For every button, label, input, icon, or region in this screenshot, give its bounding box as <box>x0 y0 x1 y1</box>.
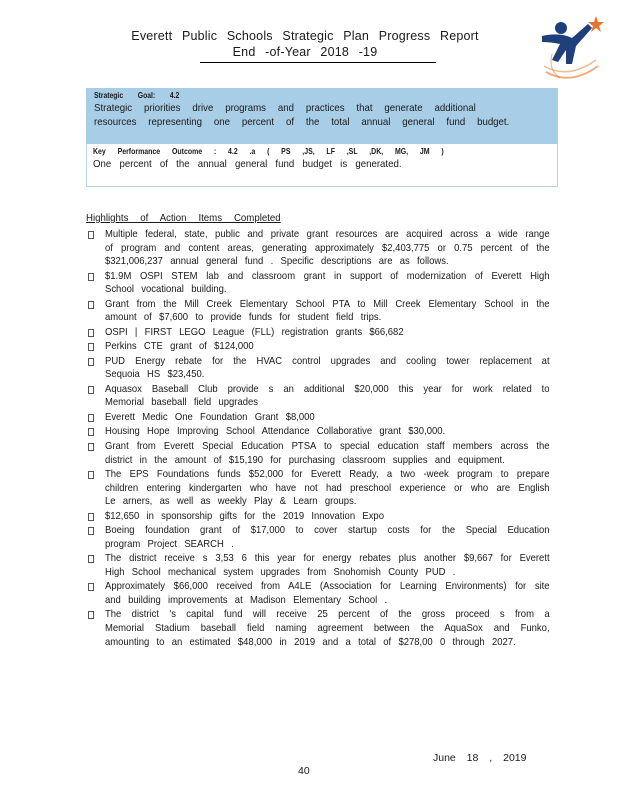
list-item-text: $1.9M OSPI STEM lab and classroom grant in support of modernization of Everett High School vocational building. <box>105 270 550 296</box>
list-item-text: Multiple federal, state, public and private grant resources are acquired across a wide range of program and content areas, generating approximately $2,403,775 or 0.75 percent of the $321,006,237 annual general fund . Specific descriptions are as follows. <box>105 229 550 268</box>
list-item <box>86 580 556 607</box>
list-item <box>86 355 556 382</box>
list-item <box>86 510 556 524</box>
list-item <box>86 552 556 579</box>
square-bullet-icon <box>88 329 94 337</box>
list-item <box>86 524 556 551</box>
page-number: 40 <box>298 765 310 777</box>
square-bullet-icon <box>88 555 94 563</box>
strategic-goal-label: Strategic Goal: 4.2 <box>94 90 180 100</box>
square-bullet-icon <box>88 513 94 521</box>
list-item <box>86 270 556 297</box>
square-bullet-icon <box>88 386 94 394</box>
list-item-text: Aquasox Baseball Club provide s an additional $20,000 this year for work related to Memorial baseball field upgrades <box>105 383 550 409</box>
square-bullet-icon <box>88 583 94 591</box>
list-item <box>86 383 556 410</box>
list-item-text: OSPI | FIRST LEGO League (FLL) registration grants $66,682 <box>105 326 404 338</box>
list-item <box>86 608 556 649</box>
list-item <box>86 340 556 354</box>
list-item-text: The district receive s 3,53 6 this year for energy rebates plus another $9,667 for Everett High School mechanical system upgrades from Snohomish County PUD . <box>105 553 550 578</box>
strategic-goal-panel <box>86 88 558 144</box>
list-item-text: Perkins CTE grant of $124,000 <box>105 341 254 353</box>
list-item-text: Grant from the Mill Creek Elementary School PTA to Mill Creek Elementary School in the amount of $7,600 to provide funds for student field trips. <box>105 298 550 324</box>
key-performance-outcome-panel <box>86 144 558 187</box>
report-title <box>95 28 515 60</box>
report-title-line-2: End -of-Year 2018 -19 <box>232 45 378 59</box>
strategic-goal-text: Strategic priorities drive programs and practices that generate additional resources representing one percent of the total annual general fund budget. <box>94 102 510 128</box>
list-item <box>86 411 556 425</box>
list-item-text: PUD Energy rebate for the HVAC control upgrades and cooling tower replacement at Sequoia HS $23,450. <box>105 355 550 381</box>
report-title-line-1: Everett Public Schools Strategic Plan Progress Report <box>131 29 479 43</box>
square-bullet-icon <box>88 301 94 309</box>
report-date: June 18 , 2019 <box>433 752 527 764</box>
list-item-text: Grant from Everett Special Education PTSA to special education staff members across the district in the amount of $15,190 for purchasing classroom supplies and equipment. <box>105 440 550 466</box>
kpo-label: Key Performance Outcome : 4.2 .a ( PS ,JS, LF ,SL ,DK, MG, JM ) <box>93 146 444 156</box>
square-bullet-icon <box>88 231 94 239</box>
list-item-text: The district 's capital fund will receive 25 percent of the gross proceed s from a Memorial Stadium baseball field naming agreement between the AquaSox and Funko, amounting to an estimated $48,000 in 2019 and a total of $278,00 0 through 2027. <box>105 609 550 648</box>
list-item <box>86 298 556 325</box>
list-item-text: The EPS Foundations funds $52,000 for Everett Ready, a two -week program to prepare children entering kindergarten who have not had preschool experience or who are English Le arners, as well as weekly Play & Learn groups. <box>105 469 550 508</box>
list-item-text: Everett Medic One Foundation Grant $8,000 <box>105 411 315 423</box>
list-item <box>86 425 556 439</box>
list-item-text: Approximately $66,000 received from A4LE (Association for Learning Environments) for site and building improvements at Madison Elementary School . <box>105 581 550 606</box>
square-bullet-icon <box>88 471 94 479</box>
highlights-heading: Highlights of Action Items Completed <box>86 212 281 224</box>
square-bullet-icon <box>88 527 94 535</box>
square-bullet-icon <box>88 273 94 281</box>
square-bullet-icon <box>88 443 94 451</box>
list-item-text: Housing Hope Improving School Attendance Collaborative grant $30,000. <box>105 426 446 438</box>
list-item <box>86 468 556 509</box>
kpo-text: One percent of the annual general fund budget is generated. <box>93 158 402 170</box>
title-underline <box>200 62 436 63</box>
list-item <box>86 326 556 340</box>
square-bullet-icon <box>88 428 94 436</box>
square-bullet-icon <box>88 343 94 351</box>
list-item <box>86 228 556 269</box>
school-district-logo <box>538 14 604 84</box>
list-item-text: Boeing foundation grant of $17,000 to cover startup costs for the Special Education program Project SEARCH . <box>105 525 550 550</box>
square-bullet-icon <box>88 358 94 366</box>
list-item-text: $12,650 in sponsorship gifts for the 2019 Innovation Expo <box>105 510 384 522</box>
list-item <box>86 440 556 467</box>
highlights-list <box>86 228 556 650</box>
square-bullet-icon <box>88 611 94 619</box>
square-bullet-icon <box>88 414 94 422</box>
